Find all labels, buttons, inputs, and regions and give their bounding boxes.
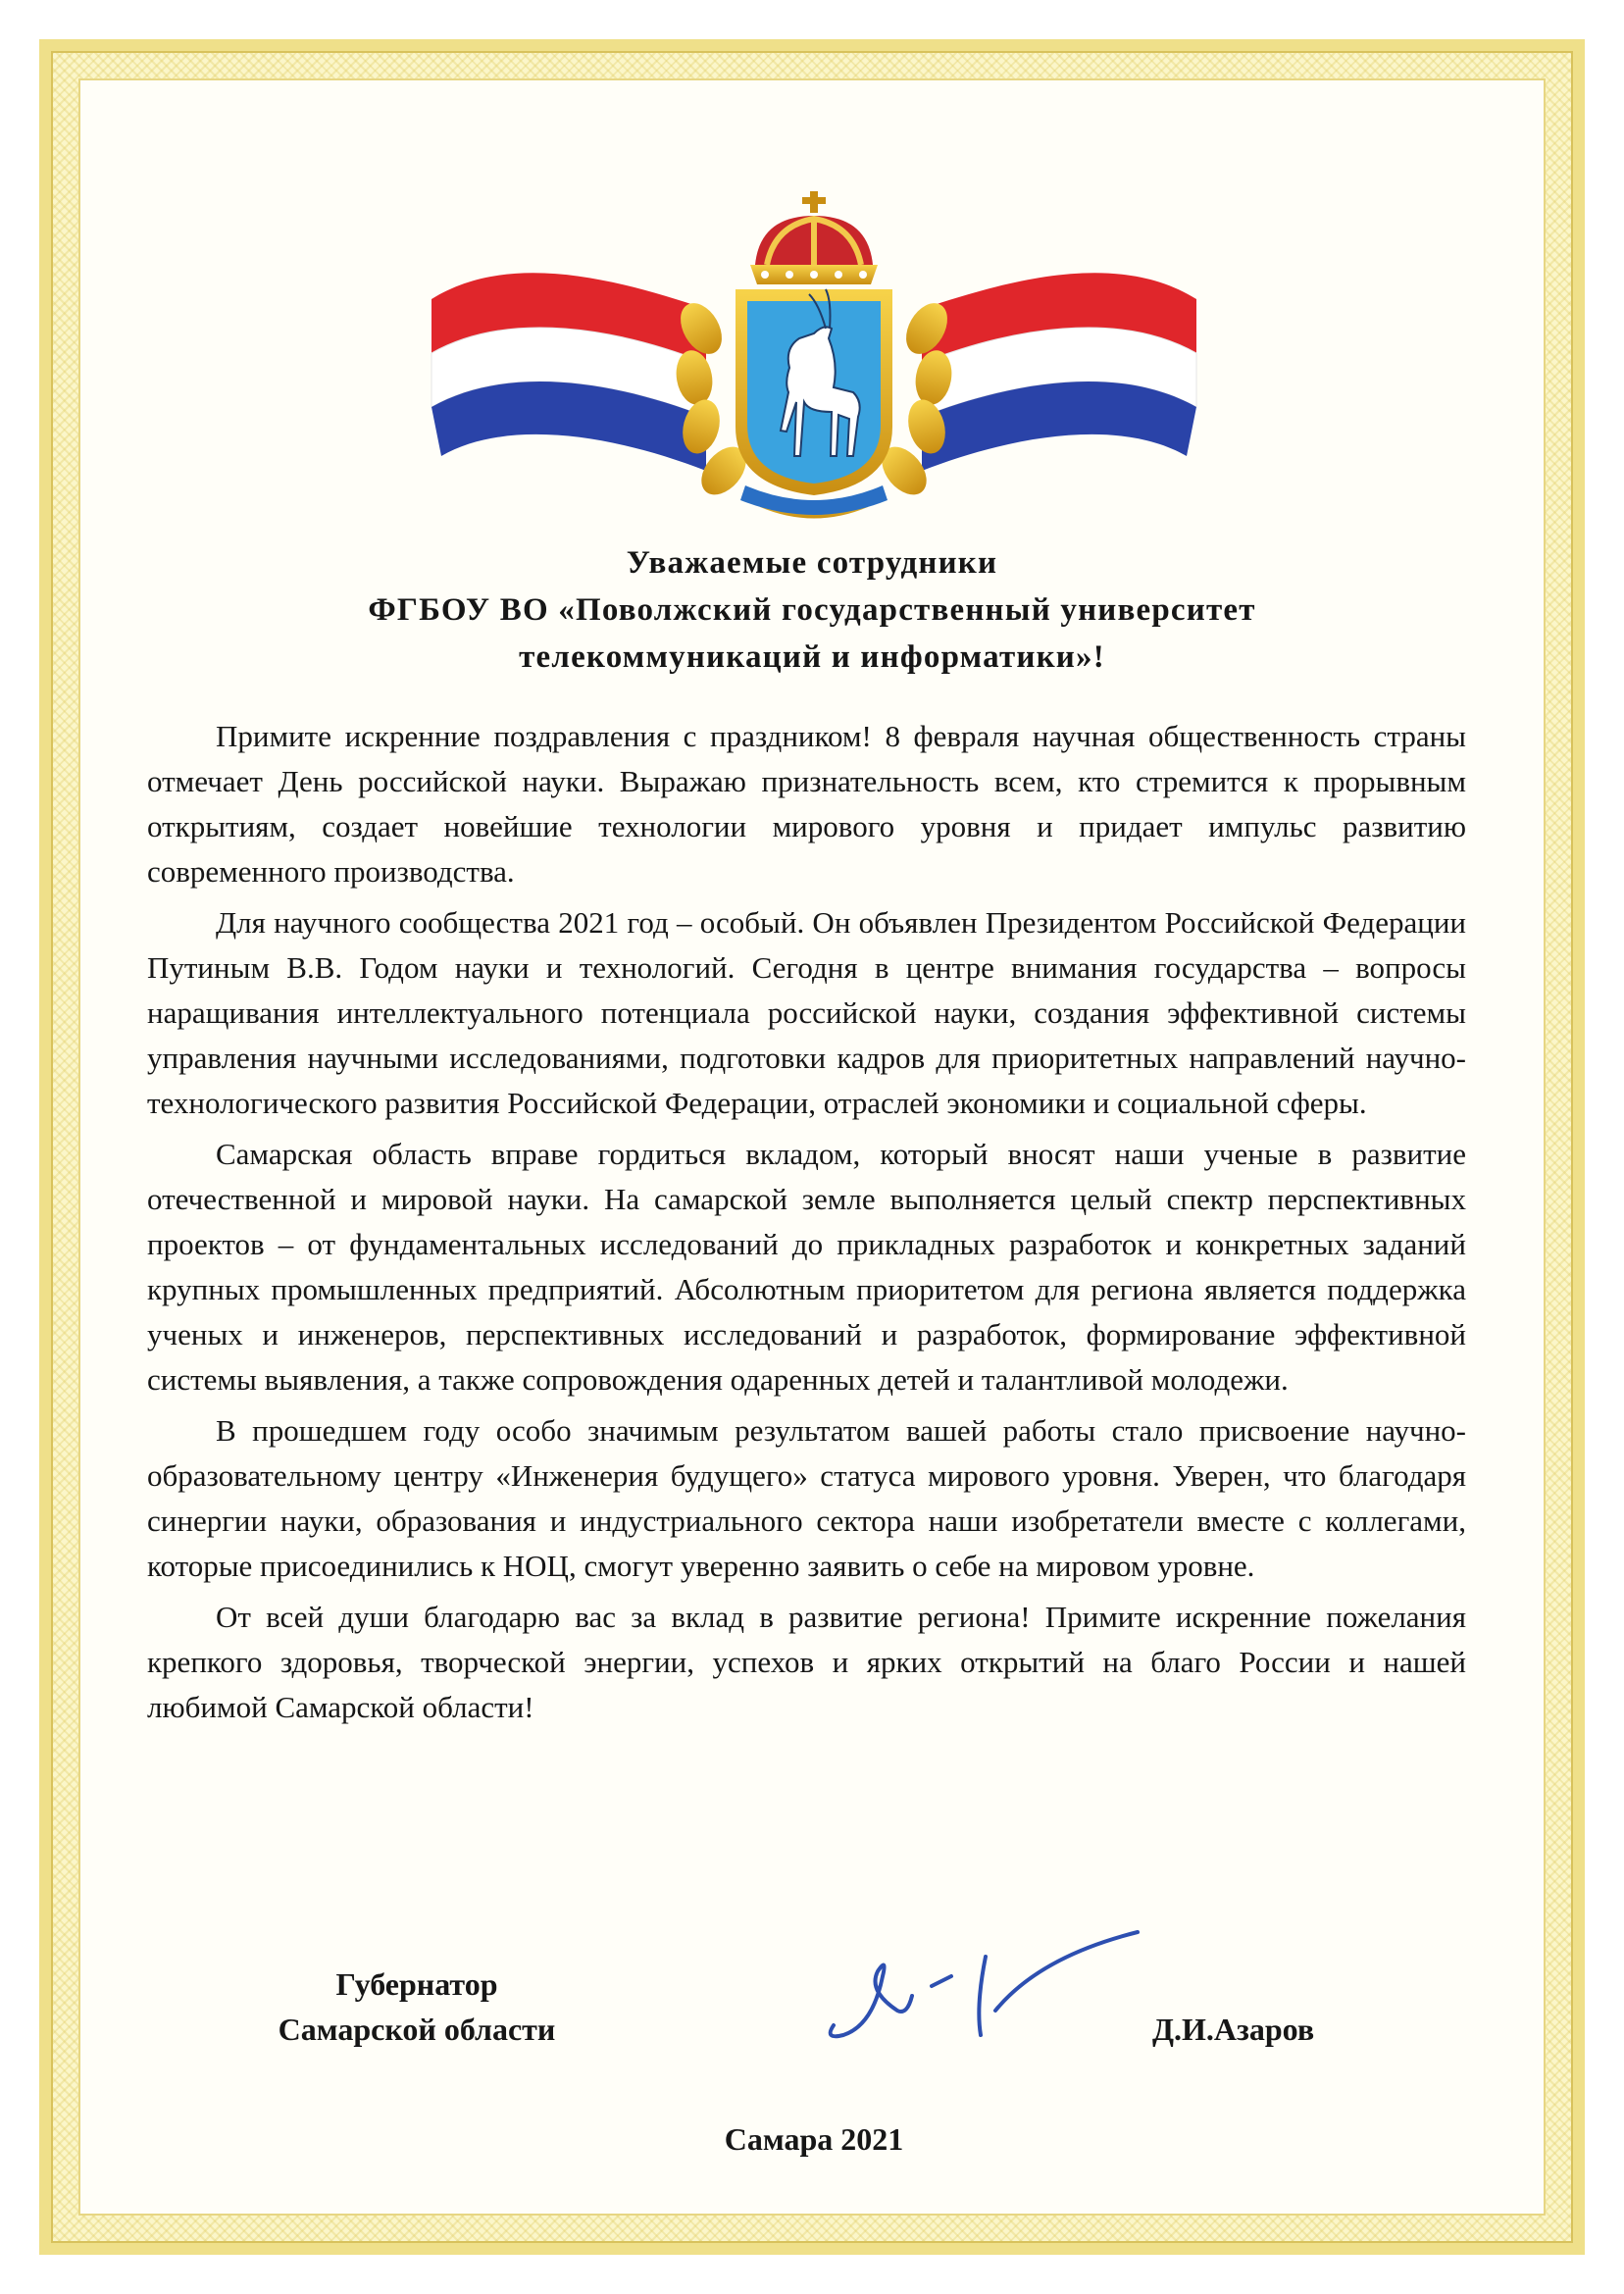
paragraph: От всей души благодарю вас за вклад в развитие региона! Примите искренние пожелания крепкого здоровья, творческой энергии, успехов и ярких открытий на благо России и нашей любимой Самарской области!	[147, 1600, 1466, 1724]
paragraph: Самарская область вправе гордиться вкладом, который вносят наши ученые в развитие отечественной и мировой науки. На самарской земле выполняется целый спектр перспективных проектов – от фундаментальных исследований до прикладных разработок и конкретных заданий крупных промышленных предприятий. Абсолютным приоритетом для региона является поддержка ученых и инженеров, перспективных исследований и разработок, формирование эффективной системы выявления, а также сопровождения одаренных детей и талантливой молодежи.	[147, 1137, 1466, 1397]
shield	[736, 289, 892, 495]
signatory-title-line-2: Самарской области	[278, 2012, 556, 2047]
heading-line-2: ФГБОУ ВО «Поволжский государственный университет	[368, 592, 1256, 628]
signatory-name: Д.И.Азаров	[1152, 2012, 1315, 2047]
letter-heading	[145, 539, 1479, 681]
paragraph: В прошедшем году особо значимым результатом вашей работы стало присвоение научно-образовательному центру «Инженерия будущего» статуса мирового уровня. Уверен, что благодаря синергии науки, образования и индустриального сектора наши изобретатели вместе с коллегами, которые присоединились к НОЦ, смогут уверенно заявить о себе на мировом уровне.	[147, 1413, 1466, 1583]
signatory-title-line-1: Губернатор	[335, 1966, 498, 2002]
letter-body	[147, 714, 1466, 1736]
signatory-title	[221, 1962, 613, 2052]
heading-line-3: телекоммуникаций и информатики»!	[519, 639, 1105, 675]
heading-line-1: Уважаемые сотрудники	[626, 545, 998, 581]
paragraph: Для научного сообщества 2021 год – особый. Он объявлен Президентом Российской Федерации Путиным В.В. Годом науки и технологий. Сегодня в центре внимания государства – вопросы наращивания интеллектуального потенциала российской науки, создания эффективной системы управления научными исследованиями, подготовки кадров для приоритетных направлений научно-технологического развития Российской Федерации, отраслей экономики и социальной сферы.	[147, 905, 1466, 1120]
handwritten-signature	[814, 1917, 1206, 2065]
paragraph: Примите искренние поздравления с праздником! 8 февраля научная общественность страны отмечает День российской науки. Выражаю признательность всем, кто стремится к прорывным открытиям, создает новейшие технологии мирового уровня и придает импульс развитию современного производства.	[147, 719, 1466, 889]
samara-coat-of-arms-icon	[422, 191, 1206, 525]
place-and-year: Самара 2021	[724, 2121, 904, 2157]
crown	[750, 191, 878, 284]
